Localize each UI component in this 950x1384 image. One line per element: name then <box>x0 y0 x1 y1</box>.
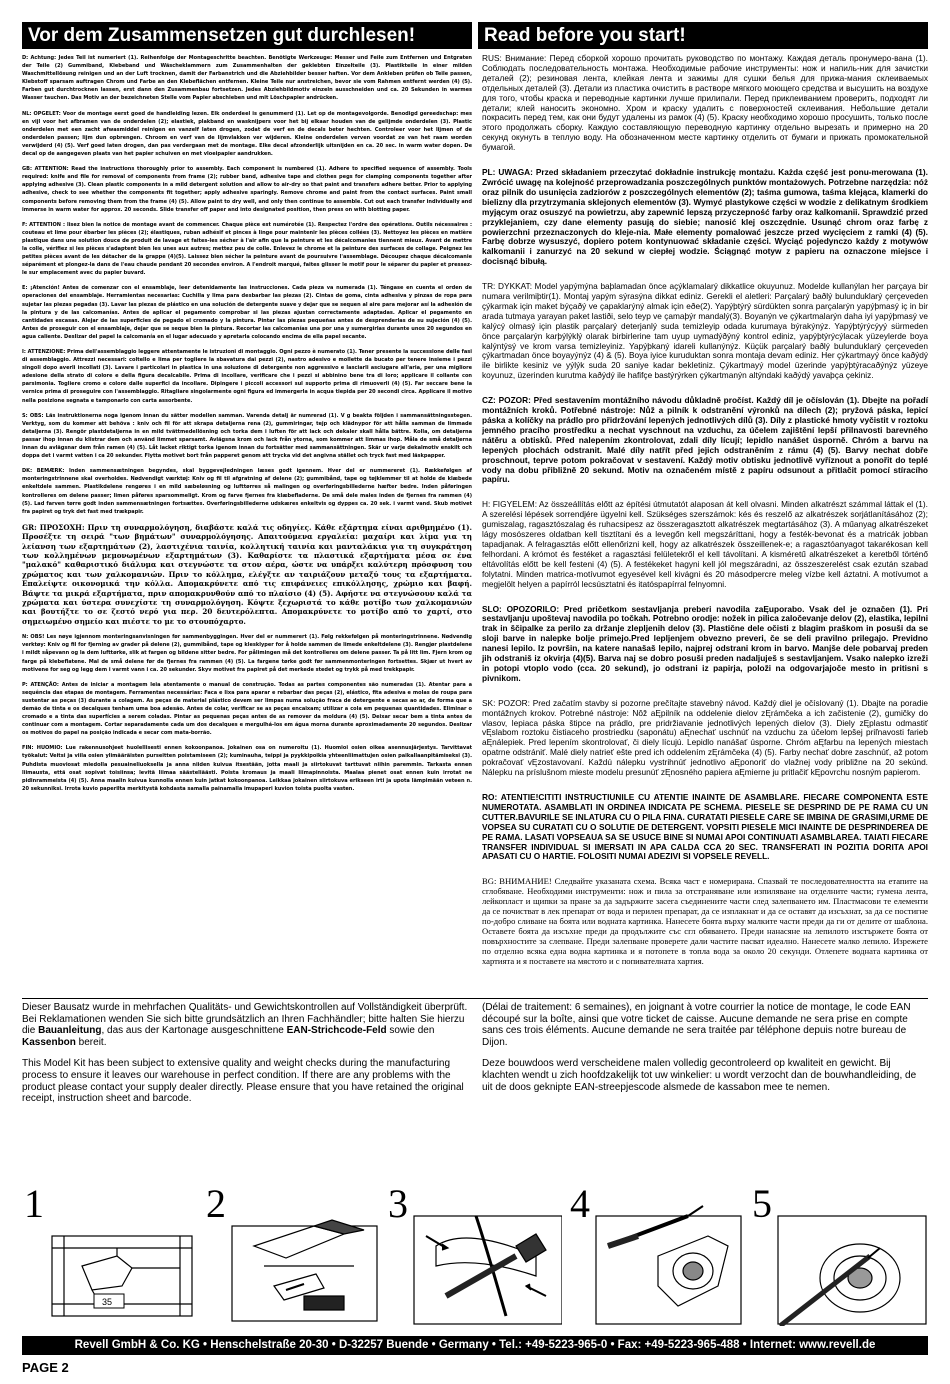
step-1-illustration <box>22 1181 198 1326</box>
note-emphasis: EAN-Strichcode-Feld <box>286 1025 387 1037</box>
page-number: PAGE 2 <box>22 1360 69 1375</box>
decal-application-icon <box>750 1181 928 1326</box>
note-emphasis: Kassenbon <box>22 1036 76 1048</box>
instruction-paragraph: RO: ATENTIE!CITITI INSTRUCTIUNILE CU ATENTIE INAINTE DE ASAMBLARE. FIECARE COMPONENTA ESTE NUMEROTATA. ASAMBLATI IN ORDINEA INDICATA PE SCHEMA. PIESELE SE DESPRIND DE PE RAMA CU UN CUTTER.BAVURILE SE INLATURA CU O PILA FINA. CURATATI PIESELE CARE SE IMBINA DE GRASIMI,URME DE VOPSEA SU CURATATI CU O SOLUTIE DE DETERGENT. VOPSITI PIESELE MICI INAINTE DE DESPRINDEREA DE PE RAMA. LASATI VOPSEAUA SA SE USUCE BINE SI NUMAI APOI CONTINUATI ASAMBLAREA. TAIATI FIECARE TRANSFER INDIVIDUAL SI IMERSATI IN APA CALDA CCA 20 SEC. TRANSFERATI IN POZITIA DORITA APOI APASATI CU O HARTIE. FOLOSITI NUMAI ADEZIVI SI VOPSELE REVELL. <box>482 792 928 862</box>
instruction-paragraph: DK: BEMÆRK: Inden sammensætningen begyndes, skal byggevejledningen læses godt igennem. Hver del er nummereret (1). Rækkefølgen af monteringstrinnene skal overholdes. Nødvendigt værktøj: Kniv og fil til afgratning af delene (2); gummibånd, tape og tøjklemmer til at holde de klæbede enkeltdele sammen. Plastikdelene rengøres i en mild sæbeløsning og lufttørres så malingen og overføringsbillederne hæfter bedre. Inden påføringen kontrolleres om delene passer; limen påføres sparsommeligt. Krom og farve fjernes fra klæbefladerne. De små dele males inden de fjernes fra rammen (4) (5). Lad farven tørre godt inden sammensætningen fortsættes. Overføringsbillederne udskæres enkeltvis og dyppes ca. 20 sek. i varmt vand. Skub motivet fra papiret og tryk det fast med trækpapir. <box>22 468 472 515</box>
instruction-paragraph: P: ATENÇÃO: Antes de iniciar a montagem leia atentamente o manual de construção. Todas as partes componentes são numeradas (1). Atentar para a sequência das etapas de montagem. Ferramentas necessárias: Faca e lixa para aparar e rebarbar das peças (2), elástico, fita adesiva e molas de roupa para sustentar as peças (3) durante a colagem. As peças de material plástico devem ser limpas numa solução fraca de detergente e secas ao ar, de forma que a demão de tinta e os decalques tenham uma boa adesão. Antes de colar, verificar se as peças encaixam; utilizar a cola em pequenas quantidades. Eliminar o cromado e a tinta das superfícies a serem coladas. Pintar as pequenas peças antes de as remover da moldura (4) (5). Deixar secar bem a tinta antes de continuar com a montagem. Cortar separadamente cada um dos decalques e mergulhá-los em água morna durante aproximadamente 20 segundos. Deslizar os motivos do papel na posição indicada e secar com mata-borrão. <box>22 681 472 737</box>
note-text: Deze bouwdoos werd verscheidene malen volledig gecontroleerd op kwaliteit en gewicht. Bij klachten wendt u zich hoofdzakelijk tot uw winkelier: u wordt verzocht dan de bouwhandleiding, de uit de doos geknipte EAN-streepjescode alsmede de kassabon mee te nemen. <box>482 1058 917 1093</box>
note-text: Dieser Bausatz wurde in mehrfachen Qualitäts- und Gewichtskontrollen auf Vollständigkeit überprüft. Bei Reklamationen wenden Sie sich bitte grundsätzlich an Ihren Fachhändler; bitte halten Sie hierzu die <box>22 1002 468 1037</box>
assembly-step-illustrations <box>22 1181 928 1326</box>
instruction-paragraph: GB: ATTENTION: Read the instructions thoroughly prior to assembly. Each component is numbered (1). Adhere to specified sequence of assembly. Tools required: knife and file for removal of components from frame (2); rubber band, adhesive tape and clothes pegs for clamping components together after applying adhesive (3). Clean plastic components in a mild detergent solution and allow to air-dry so that paint and transfers adhere better. Prior to applying adhesive, check to see whether the components fit together; apply adhesive sparingly. Remove chrome and paint from the contact surfaces. Paint small components before removing them from the frame (4) (5). Allow paint to dry well, and only then continue to assemble. Cut out each transfer individually and immerse in warm water for approx. 20 seconds. Slide transfer off paper and into designated position, then press on with blotting paper. <box>22 166 472 213</box>
knife-and-file-icon <box>204 1181 380 1326</box>
instruction-paragraph: NL: OPGELET: Voor de montage eerst goed de handleiding lezen. Elk onderdeel is genummerd (1). Let op de montagevolgorde. Benodigd gereedschap: mes en vijl voor het afbramen van de onderdelen (2); elastiek, plakband en wasknijpers voor het bij elkaar houden van de gelijmde onderdelen (3). Plastic onderdelen met een zacht afwasmiddel reinigen en vanzelf laten drogen, zodat de verf en de decals beter hechten. Controleer voor het lijmen of de onderdelen passen; lijm dun opbrengen. Chroom en verf van de lijmvlakken ver wijderen. Kleine onderdelen verven voordat ze van het raam worden verwijderd (4) (5). Verf goed laten drogen, dan pas verdergaan met de montage. Elke decal afzonderlijk uitsnijden en ca. 20 sec. in warm water dopen. De decal op de aangegeven plaats van het papier schuiven en met vloeipapier aandrukken. <box>22 110 472 158</box>
instruction-paragraph: F: ATTENTION : lisez bien la notice de montage avant de commencer. Chaque pièce est numérotée (1). Respectez l'ordre des opérations. Outils nécessaires : couteau et lime pour ébarber les pièces (2); élastiques, ruban adhésif et pinces à linge pour maintenir les pièces collées (3). Nettoyez les pièces en matière plastique dans une solution douce de produit de lavage et faites-les sécher à l'air afin que la peinture et les décalcomanies tiennent mieux. Avant de mettre la colle, vérifiez si les pièces s'adaptent bien les unes aux autres; mettez peu de colle. Enlevez le chrome et la peinture des surfaces de collage. Peignez les petites pièces avant de les détacher de la grappe (4)(5). Laissez bien sécher la peinture avant de poursuivre l'assemblage. Découpez chaque décalcomanie séparément et plongez-la dans de l'eau chaude pendant 20 secondes environ. A l'endroit marqué, faites glisser le motif pour le séparer du papier et pressez-le sur emplacement avec du papier buvard. <box>22 221 472 277</box>
instruction-paragraph: TR: DYKKAT: Model yapýmýna baþlamadan önce açýklamalarý dikkatlice okuyunuz. Modelde kullanýlan her parçaya bir numara verilmiþtir(1). Montaj yapým sýrasýna dikkat ediniz. Gerekli el aletleri: Parçalarý baðlý bulunduklarý çerçeveden çýkarmak için maket býçaðý ve çapaklarýný almak için eðe(2). Yapýþtýrý sürdükten sonra parçalarýn yapýþmasý iç in bir arada tutmaya yarayan paket lastiði, selo teyp ve çamaþýr mandalý(3). Boyanýn ve çýkartmalarýn daha iyi yapýþmasý ve kalýcý olmasý için plastik parçalarý deterjanlý suda temizleyip odada kurumaya býrakýnýz. Yapýþtýrýcýyý sürmeden önce parçalarýn karþýlýklý olarak birbirlerine tam uyup uymadýðýný kontrol ediniz, yapýþtýrýcýlacak yüzeylerde boya kalýntýsý ve krom varsa temizleyiniz. Yapýþkaný idareli kullanýnýz. Küçük parçalarý baðlý bulunduklarý çerçeveden çýkartmadan önce boyayýnýz (4) & (5). Boya iyice kuruduktan sonra montaja devam ediniz. Her çýkartmayý önce kaðýdý ile birlikte kesiniz ve yýlýk suda 20 saniye kadar bekletiniz. Çýkartmayý model üzerinde yapýþtýracaðýnýz yüzeye koyunuz, üzerinden kurutma kaðýdý ile hafifçe bastýrýrken çýkartmanýn altýndaki kaðýdý yavaþça çekiniz. <box>482 281 928 381</box>
instruction-paragraph: RUS: Внимание: Перед сборкой хорошо прочитать руководство по монтажу. Каждая деталь пронумеро-вана (1). Соблюдать последовательность монтажа. Необходимые рабочие инструменты: нож и напиль-ник для зачистки деталей (2); резиновая лента, клейкая лента и зажимы для сушки белья для прижа-мания склеиваемых отдельных деталей (3). Детали из пластика очистить в растворе мягкого моющего средства и высушить на воздухе для того, чтобы краска и переводные картинки лучше прилипали. Перед приклеиванием проверить, подходят ли детали; клей наносить экономно. Хром и краску удалить с поверхностей склеивания. Небольшие детали покрасить перед тем, как они будут удалены из рамок (4) (5). Краску необходимо хорошо просушить, только после этого продолжать сборку. Каждую составляющую переводную картинку отдельно вырезать и примерно на 20 секунд окунуть в теплую воду. На обозначенном месте картинку отделить от бумаги и прижать промокательной бумагой. <box>482 53 928 153</box>
instruction-paragraph: BG: ВНИМАНИЕ! Следвайте указаната схема. Всяка част е номерирана. Спазвай те последователността на етапите на сглобяване. Необходими инструменти: нож и пила за отстраняване или изпиляване на отделните части; гумена лента, лейкопласт и щипки за пране за да задържите засега съединените части след залепването им. Пластмасови те елементи да се почистват в лек препарат от вода и перилен препарат, да се изплакнат и да се оставят да изсъхнат, за да се постигне по-добро сливане на боята или водната картинка. Нанесете боята върху малките части преди да ги от делите от шаблона. Оставете боята да изсъхне преди да продължите със сгл обяването. Преди нанасяне на лепилото изстържете боята от повърхностите за слепване. Преди залепване проверете дали частите пасват идеално. Нанесете малко лепило. Изрежете по отделно всяка една водна картинка и я потопете в топла вода за около 20 секунди. Отлепете водната картинка от хартията и я поставете на мястото и с попивателната хартия. <box>482 876 928 966</box>
note-paragraph <box>22 1002 472 1048</box>
footer-contact-bar: Revell GmbH & Co. KG • Henschelstraße 20-30 • D-32257 Buende • Germany • Tel.: +49-5223-965-0 • Fax: +49-5223-965-488 • Internet: www.revell.de <box>22 1336 928 1355</box>
painting-small-parts-icon <box>568 1181 744 1326</box>
step-number: 3 <box>388 1181 408 1226</box>
step-number: 1 <box>24 1181 44 1226</box>
note-text: This Model Kit has been subject to extensive quality and weight checks during the manufacturing process to ensure it leaves our warehouse in perfect condition. If there are any problems with the product please contact your supply dealer directly. Please ensure that you have retained the original receipt, instruction sheet and barcode. <box>22 1058 464 1105</box>
note-text: , das aus der Kartonage ausgeschnittene <box>101 1025 287 1037</box>
left-instructions-column <box>22 54 472 800</box>
quality-note-right <box>482 1002 928 1103</box>
step-5-illustration <box>750 1181 926 1326</box>
instruction-paragraph: PL: UWAGA: Przed składaniem przeczytać dokładnie instrukcję montażu. Każda część jest ponu-merowana (1). Zwrócić uwagę na kolejność przeprowadzania poszczególnych punktów montażowych. Potrzebne narzędzia: nóż oraz pilnik do usunięcia zadziorów z poszczególnych elementów (2); taśma gumowa, taśma klejąca, klamerki do bielizny dla przytrzymania sklejonych elementów (3). Wymyć plastykowe części w wodzie z delikatnym środkiem myjącym oraz osuszyć na powietrzu, aby zapewnić lepszą przyczepność farby oraz kalkomanii. Sprawdzić przed przyklejaniem, czy dane elementy pasują do siebie; nanosić klej oszczędnie. Usunąć chrom oraz farbę z powierzchni przeznaczonych do kleje-nia. Małe elementy pomalować jeszcze przed wycięciem z ramki (4) (5). Farbę dobrze wysuszyć, dopiero potem kontynuować składanie części. Wyciąć pojedynczo każdy z motywów kalkomanii i zanurzyć na 20 sekund w ciepłej wodzie. Ściągnąć motyw z papieru na oznaczone miejsce i docisnąć bibułą. <box>482 167 928 267</box>
instruction-paragraph: S: OBS: Läs instruktionerna noga igenom innan du sätter modellen samman. Varenda detalj är numrerad (1). V g beakta följden i sammansättningsstegen. Verktyg, som du kommer att behöva : kniv och fil för att skrapa detaljerna rena (2), gummiringar, tejp och klädnypor för att hålla samman de limmade detaljerna (3). Rengör plastdetaljerna in en mild tvättmedellösning och torka dem i luften för att lack och dekaler skall hålla bättre. Kolla, om detaljerna passar ihop innan du klistrar dem och använd limmet sparsamt. Avlägsna krom och lack från ytorna, som kommer att limmas ihop. Måla de små detaljerna innan du avlägsnar dem från ramen (4) (5). Låt lacket riktigt torka igenom innan du fortsätter med sammansättningen. Skär ur varje dekalmotiv enskilt och doppa det i varmt vatten i ca 20 sekunder. Flytta motivet bort från papperet genom att trycka vid det angivna stället och tryck fast med läskpapper. <box>22 412 472 460</box>
instruction-paragraph: I: ATTENZIONE: Prima dell'assemblaggio leggere attentamente le istruzioni di montaggio. Ogni pezzo è numerato (1). Tener presente la successione delle fasi di assemblaggio. Attrezzi necessari: coltello e lima per togliere la sbavatura dai pezzi (2), nastro adesivo e mollette da bucato per tenere insieme i pezzi singoli dopo averli incollati (3). Lavare i particolari in plastica in una soluzione di detergente non aggressivo e lasciarli asciugare all'aria, per una migliore adesione della strato di colore e della figura decalcabile. Prima di incollare, verificare che i pezzi si abbinino bene tra di loro; applicare il collante con parsimonia. Togliere cromo e colore dalle superfici da incollare. Dipingere i piccoli accessori sul supporto prima di rimuoverli (4) (5). Far seccare bene la vernice prima di proseguire con l'assemblaggio. Ritagliare singolarmente ogni figura ed immergerla in acqua tiepida per 20 secondi circa. Applicare il motivo nella posizione segnata e tamponarlo con carta assorbente. <box>22 349 472 404</box>
instruction-paragraph: N: OBS! Les nøye igjennom monteringsanvisningen før sammenbyggingen. Hver del er nummerert (1). Følg rekkefølgen på monteringstrinnene. Nødvendig verktøy: Kniv og fil for fjerning av grader på delene (2), gummibånd, tape og klesklyper for å holde sammen de limede enkeltdelene (3). Rengjør plastdelene i mildt såpevann og la dem lufttørke, slik at fargen og bildene sitter bedre. For pålimingen må det kontrolleres om delene passer. Ta på litt lim. Fjern krom og farge på klebeflatene. Mal de små delene før de fjernes fra rammen (4) (5). La fargene tørke godt før sammenmonteringen fortsettes. Skjær ut hvert av motivene for seg og legg dem i varmt vann i ca. 20 sekunder. Skyv motivet fra papiret på det merkede stedet og trykk på med trekkpapir. <box>22 634 472 673</box>
step-2-illustration <box>204 1181 380 1326</box>
instruction-paragraph: SK: POZOR: Pred začatím stavby si pozorne prečítajte stavebný návod. Každý diel je očíslovaný (1). Dbajte na poradie montážnych krokov. Potrebné nástroje: Nôž aĘpilník na oddelenie dielov zĘrámčeka a ich začistenie (2), gumičky do vlasov, lepiaca páska štipce na prádlo, pre pridržiavanie jednotlivých lepených dielov (3). Diely zĘplastu odmastiť vĘslabom roztoku čistiaceho prostriedku (saponátu) aĘnechať uschnúť na vzduchu za účelom lepšej priľnavosti farieb aĘnálepiek. Pred lepením skontrolovať, či diely lícujú. Lepidlo nanášať úsporne. Chróm aĘfarbu na lepených miestach opatrne odstrániť. Malé diely natrieť ešte pred ich oddelením zĘrámčeka (4) (5). Farby nechať dobre zaschnúť, až potom pokračovať vĘzostavovaní. Každú nálepku vystrihnúť jednotlivo aĘponoriť do vlažnej vody približne na 20 sekúnd. Nálepku na príslušnom mieste modelu presunúť zĘnosného papiera aĘmierne ju pritlačiť kĘpovrchu nosným papierom. <box>482 697 928 778</box>
sprue-part-numbered-icon <box>22 1181 198 1326</box>
clamped-parts-icon <box>386 1181 562 1326</box>
step-number: 2 <box>206 1181 226 1226</box>
quality-note-left <box>22 1002 472 1115</box>
instruction-paragraph: E: ¡Atención! Antes de comenzar con el ensamblaje, leer detenidamente las instrucciones. Cada pieza va numerada (1). Téngase en cuenta el orden de operaciones del ensamblaje. Herramientas necesarias: Cuchilla y lima para desbarbar las piezas (2). Cintas de goma, cinta adhesiva y pinzas de ropa para sujetar las piezas pegadas (3). Lavar las piezas de plástico en una solución de detergente suave y dejar que se sequen al aire para mejorar así la adhesión de la pintura y de las calcomanías. Antes de aplicar el pegamento comprobar si las piezas ajustan correctamente adaptadas. Aplicar el pegamento en cantidades escasas. Alejar de las superficies de pegado el cromado y la pintura. Pintar las piezas pequeñas antes de desprenderlas de su sujeción (4) (5). Antes de proseguir con el ensamblaje, dejar que se seque bien la pintura. Recortar las calcomanías una por una y sumergirlas durante unos 20 segundos en agua caliente. Deslizar del papel la calcomanía en el lugar adecuado y apretarla colocando encima de ella papel secante. <box>22 285 472 340</box>
note-text: Aucune demande ne sera traitée par téléphone depuis notre bureau de Dijon. <box>482 1025 907 1048</box>
header-german: Vor dem Zusammensetzen gut durchlesen! <box>22 22 472 49</box>
note-text: bereit. <box>75 1036 107 1048</box>
instruction-paragraph: H: FIGYELEM: Az összeállítás előtt az építési útmutatót alaposan át kell olvasni. Minden alkatrészt számmal láttak el (1). A szerelési lépések sorrendjére ügyelni kell. Szükséges szerszámok: kés és reszelő az alkatrészek sorjátlanításához (2); gumiszalag, ragasztószalag és ruhacsipesz az összeragasztott alkatrészek megtartásához (3). A műanyag alkatrészeket lágy mosószeres oldatban kell tisztítani és a levegőn kell megszáríttani, hogy a festék-bevonat és a matricák jobban tapadjanak. A felragasztás előtt ellenőrizni kell, hogy az alkatrészek összeillenek-e; a ragasztóanyagot takarékosan kell felhordani. A krómot és festéket a ragasztási felületekről el kell távolítani. A kisméretű alkatrészeket a keretből történő eltávolítás előtt be kell festeni (4) (5). A festékeket hagyni kell jól megszáradni, az összeszerelést csak ezután szabad folytatni. Minden matrica-motívumot egyesével kell kivágni és 20 másodpercre meleg vízbe kell áztatni. A motívumot a megjelölt helyen a papírról lecsúsztatni és itatóspapírral felnyomni. <box>482 499 928 589</box>
step-number: 5 <box>752 1181 772 1226</box>
note-paragraph <box>482 1058 928 1093</box>
note-text: (Délai de traitement: 6 semaines), en joignant à votre courrier la notice de montage, le code EAN découpé sur la boîte, ainsi que votre ticket de caisse. Aucune demande ne sera prise en compte sans ces trois éléments. <box>482 1002 911 1037</box>
instruction-paragraph: D: Achtung: Jedes Teil ist numeriert (1). Reihenfolge der Montageschritte beachten. Benötigte Werkzeuge: Messer und Feile zum Entfernen und Entgraten der Teile (2) Gummiband, Klebeband und Wäscheklammern zum Zusammenhalten der geklebten Einzelteile (3). Plastikteile in einer milden Waschmittellösung reinigen und an der Luft trocknen, damit der Farbanstrich und die Abziehbilder besser haften. Vor dem Ankleben prüfen ob Teile passen, Klebstoff sparsam auftragen Chrom und Farbe an den Klebeflächen entfernen. Kleine Teile nur anstreichen, bevor sie vom Rahmen entfernt werden (4) (5). Farben gut durchtrocknen lassen, erst dann den Zusammenbau fortsetzen. Jedes Abziehbildmotiv einzeln ausschneiden und ca. 20 Sekunden in warmes Wasser tauchen. Das Motiv an der bezeichneten Stelle vom Papier abschieben und mit Löschpapier andrücken. <box>22 55 472 102</box>
step-4-illustration <box>568 1181 744 1326</box>
instruction-paragraph: FIN: HUOMIO: Lue rakennusohjeet huolellisesti ennen kokoonpanoa. Jokainen osa on numeroitu (1). Huomioi osien oikea asennusjärjestys. Tarvittavat työkalut: Veitsi ja viila osien ylimääräisten purseitten poistamiseen (2); kuminauha, teippi ja pyykkipoikia yhteenliimattujen osien paikallaanpitämiseksi (3). Puhdista muoviosat miedolla pesuaineliuoksella ja anna niiden kuivua itsestään, jotta maali ja siirtokuvat tarttuvat niihin paremmin. Tarkasta ennen liimausta, että osat sopivat toisiinsa; levitä liimaa säästeliäästi. Poista kromaus ja maali liimapinnoista. Maalaa pienet osat ennen kuin irrotat ne pidinrammeista (4) (5). Anna maalin kuivua kunnolla ennen kuin jatkat kokoonpanoa. Leikkaa jokainen siirtokuva erikseen irti ja upota lämpimään veteen n. 20 sekunniksi. Irrota kuvio paperilta merkitystä kohdasta samalla painamalla imupaperi kuvion toista puolta vasten. <box>22 745 472 792</box>
header-english: Read before you start! <box>478 22 928 49</box>
right-instructions-column <box>482 54 928 982</box>
step-3-illustration <box>386 1181 562 1326</box>
note-paragraph <box>22 1058 472 1104</box>
divider-line <box>22 998 928 999</box>
instruction-paragraph: GR: ΠΡΟΣΟΧΗ: Πριν τη συναρμολόγηση, διαβάστε καλά τις οδηγίες. Κάθε εξάρτημα είναι αριθμημένο (1). Προσέξτε τη σειρά "των βημάτων" συναρμολόγησης. Απαιτούμενα εργαλεία: μαχαίρι και λίμα για τη λείανση των εξαρτημάτων (2), λαστιχένια ταινία, κολλητική ταινία και μανταλάκια για τη συγκράτηση των κολλημένων μεμονωμένων εξαρτημάτων (3). Καθαρίστε τα πλαστικά εξαρτήματα μέσα σε ένα "μαλακό" καθαριστικό διάλυμα και στεγνώστε τα στον αέρα, ώστε να υπάρξει καλύτερη πρόσφυση του χρώματος και των χαλκομανιών. Πριν το κόλλημα, ελέγξτε αν ταιριάζουν μεταξύ τους τα εξαρτήματα. Επαλείψτε οικονομικά την κόλλα. Απομακρύνετε από τις επιφάνειες επικόλλησης, χρώμιο και βαφή. Βάψτε τα μικρά εξαρτήματα, πριν απομακρυνθούν από το πλαίσιο (4) (5). Αφήστε να στεγνώσουν καλά τα χρώματα και ύστερα συνεχίστε τη συναρμολόγηση. Κόψτε ξεχωριστά το κάθε μοτίβο των χαλκομανιών και βουτήξτε το σε ζεστό νερό για περ. 20 δευτερόλεπτα. Απομακρύνετε το μοτίβο από το χαρτί, στο σημειωμένο σημείο και πιέστε το με το στουπόχαρτο. <box>22 522 472 626</box>
svg-text:35: 35 <box>102 1297 113 1307</box>
note-paragraph <box>482 1002 928 1048</box>
instruction-paragraph: CZ: POZOR: Před sestavením montážního návodu důkladně pročíst. Každý díl je očíslován (1). Dbejte na pořadí montážních kroků. Potřebné nástroje: Nůž a pilník k odstranění výronků na dílech (2); pryžová páska, lepicí páska a kolíčky na prádlo pro přidržování lepených jednotlivých dílů (3). Díly z plastické hmoty vyčistit v roztoku jemného pracího prostředku a nechat vyschnout na vzduchu, za účelem zajištění lepší přilnavosti barevného nátěru a obtisků. Před nalepením zkontrolovat, zdali díly lícují; lepidlo nanášet úsporně. Chróm a barvu na lepených plochách odstranit. Malé díly natřít před jejich odstraněním z rámu (4) (5). Barvy nechat dobře proschnout, teprve potom pokračovat v sestavení. Každý motiv obtisku jednotlivě vyříznout a ponořit do teplé vody na dobu přibližně 20 sekund. Motiv na označeném místě z papíru odsunout a přitlačit pomocí stíracího papíru. <box>482 395 928 485</box>
note-emphasis: Bauanleitung <box>38 1025 102 1037</box>
note-text: sowie den <box>386 1025 435 1037</box>
instruction-paragraph: SLO: OPOZORILO: Pred pričetkom sestavljanja preberi navodila zaĘuporabo. Vsak del je označen (1). Pri sestavljanju upoštevaj navodila po točkah. Potrebno orodje: nožek in pilica zaločevanje delov (2), elastika, lepilni trak in ščipalke za perilo za držanje zlepljenih delov (3). Plastične dele očisti z blagim praškom in posuši da se sloji barve in nalepke bolje primejo.Pred lepljenjem obvezno preveri, če se deli pravilno prilegajo. Previdno nanesi lepilo. Iz površin, na katere nanašaš lepilo, najprej odstrani krom in barvo. Manjše dele pobarvaj preden jih odstraniš iz okvirja (4)(5). Barva naj se dobro posuši preden nadaljuješ s sestavljanjem. Vsako nalepko izreži in potopi vtoplo vodo (cca. 20 sekund), jo odstrani iz papirja, položi na odgovarjajoče mesto in pritisni s pivnikom. <box>482 603 928 683</box>
step-number: 4 <box>570 1181 590 1226</box>
